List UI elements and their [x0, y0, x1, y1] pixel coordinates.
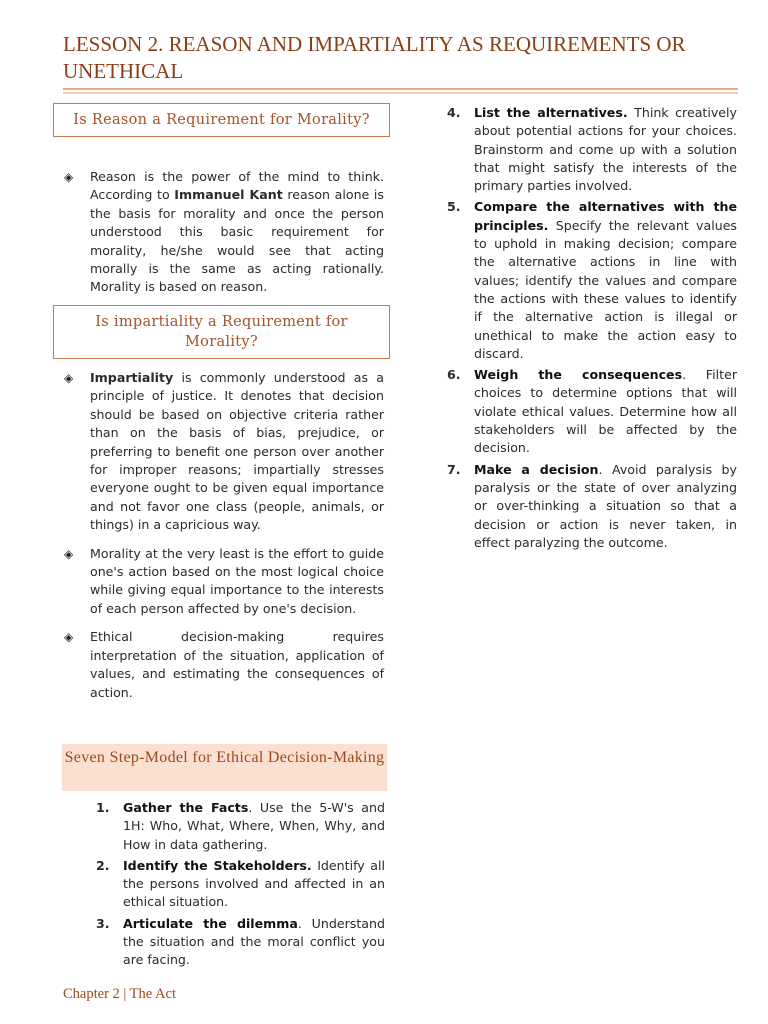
- step-number: 5.: [447, 199, 461, 215]
- reason-bullet-list: [64, 168, 384, 307]
- page-title: LESSON 2. REASON AND IMPARTIALITY AS REQUIREMENTS OR UNETHICAL: [63, 32, 686, 83]
- step-text: . Use the 5-W's and 1H: Who, What, Where, When, Why, and How in data gathering.: [123, 800, 385, 852]
- diamond-bullet-icon: ◈: [64, 630, 74, 645]
- title-rule: [63, 88, 738, 90]
- step-title: List the alternatives.: [474, 105, 628, 120]
- bullet-text: reason alone is the basis for morality and once the person understood this basic requirement for morality, he/she would see that acting morally is the same as acting rationally. Morality is based on reason.: [90, 187, 384, 295]
- steps-list-right: [447, 104, 737, 555]
- step-number: 4.: [447, 105, 461, 120]
- step-title: Gather the Facts: [123, 800, 249, 815]
- bullet-item: [64, 628, 384, 702]
- step-number: 3.: [96, 915, 110, 931]
- bullet-item: [64, 369, 384, 535]
- step-number: 1.: [96, 800, 110, 815]
- steps-list-left: [96, 799, 385, 973]
- step-text: . Avoid paralysis by paralysis or the state of over analyzing or over-thinking a situation so that a decision or action is never taken, in effect paralyzing the outcome.: [474, 461, 737, 550]
- impartiality-bullet-list: [64, 369, 384, 712]
- section-heading-impartiality: Is impartiality a Requirement for Morality?: [53, 305, 390, 359]
- bullet-item: [64, 168, 384, 297]
- step-title: Articulate the dilemma: [123, 915, 298, 931]
- step-item: [447, 461, 737, 552]
- bullet-text: Morality at the very least is the effort to guide one's action based on the most logical choice while giving equal importance to the interests of each person affected by one's decision.: [90, 545, 384, 616]
- step-item: [96, 857, 385, 912]
- step-title: Make a decision: [474, 461, 599, 477]
- step-item: [447, 198, 737, 363]
- page-footer: Chapter 2 | The Act: [63, 986, 176, 1002]
- bullet-bold: Impartiality: [90, 370, 174, 385]
- step-text: . Filter choices to determine options that will violate ethical values. Determine how all stakeholders will be affected by the decision.: [474, 367, 737, 456]
- step-title: Weigh the consequences: [474, 367, 683, 383]
- step-text: Identify all the persons involved and affected in an ethical situation.: [123, 857, 385, 910]
- step-item: [447, 366, 737, 457]
- step-number: 2.: [96, 857, 110, 873]
- bullet-text: Ethical decision-making requires interpretation of the situation, application of values, and estimating the consequences of action.: [90, 629, 384, 700]
- step-item: [447, 104, 737, 195]
- step-text: Specify the relevant values to uphold in making decision; compare the alternative actions in line with values; identify the values and compare the actions with these values to identify if the alternative action is illegal or unethical to make the action easy to discard.: [474, 217, 737, 361]
- section-heading-reason: Is Reason a Requirement for Morality?: [53, 103, 390, 137]
- step-text: . Understand the situation and the moral conflict you are facing.: [123, 915, 385, 968]
- step-number: 6.: [447, 367, 461, 383]
- step-item: [96, 915, 385, 970]
- step-number: 7.: [447, 461, 461, 477]
- title-rule-light: [63, 92, 738, 94]
- diamond-bullet-icon: ◈: [64, 371, 74, 385]
- step-title: Identify the Stakeholders.: [123, 857, 312, 873]
- diamond-bullet-icon: ◈: [64, 170, 74, 184]
- step-title: Compare the alternatives with the principles.: [474, 199, 737, 233]
- bullet-text: Reason is the power of the mind to think. According to: [90, 169, 384, 203]
- diamond-bullet-icon: ◈: [64, 546, 74, 561]
- bullet-text: is commonly understood as a principle of justice. It denotes that decision should be based on objective criteria rather than on the basis of bias, prejudice, or preferring to benefit one person over another for improper reasons; impartially stresses everyone ought to be given equal importance and not favor one class (people, animals, or things) in a capricious way.: [90, 370, 384, 533]
- seven-step-heading: Seven Step-Model for Ethical Decision-Making: [62, 744, 387, 791]
- bullet-bold: Immanuel Kant: [174, 187, 283, 203]
- step-text: Think creatively about potential actions for your choices. Brainstorm and come up with a solution that might satisfy the interests of the primary parties involved.: [474, 105, 737, 194]
- bullet-item: [64, 545, 384, 619]
- step-item: [96, 799, 385, 854]
